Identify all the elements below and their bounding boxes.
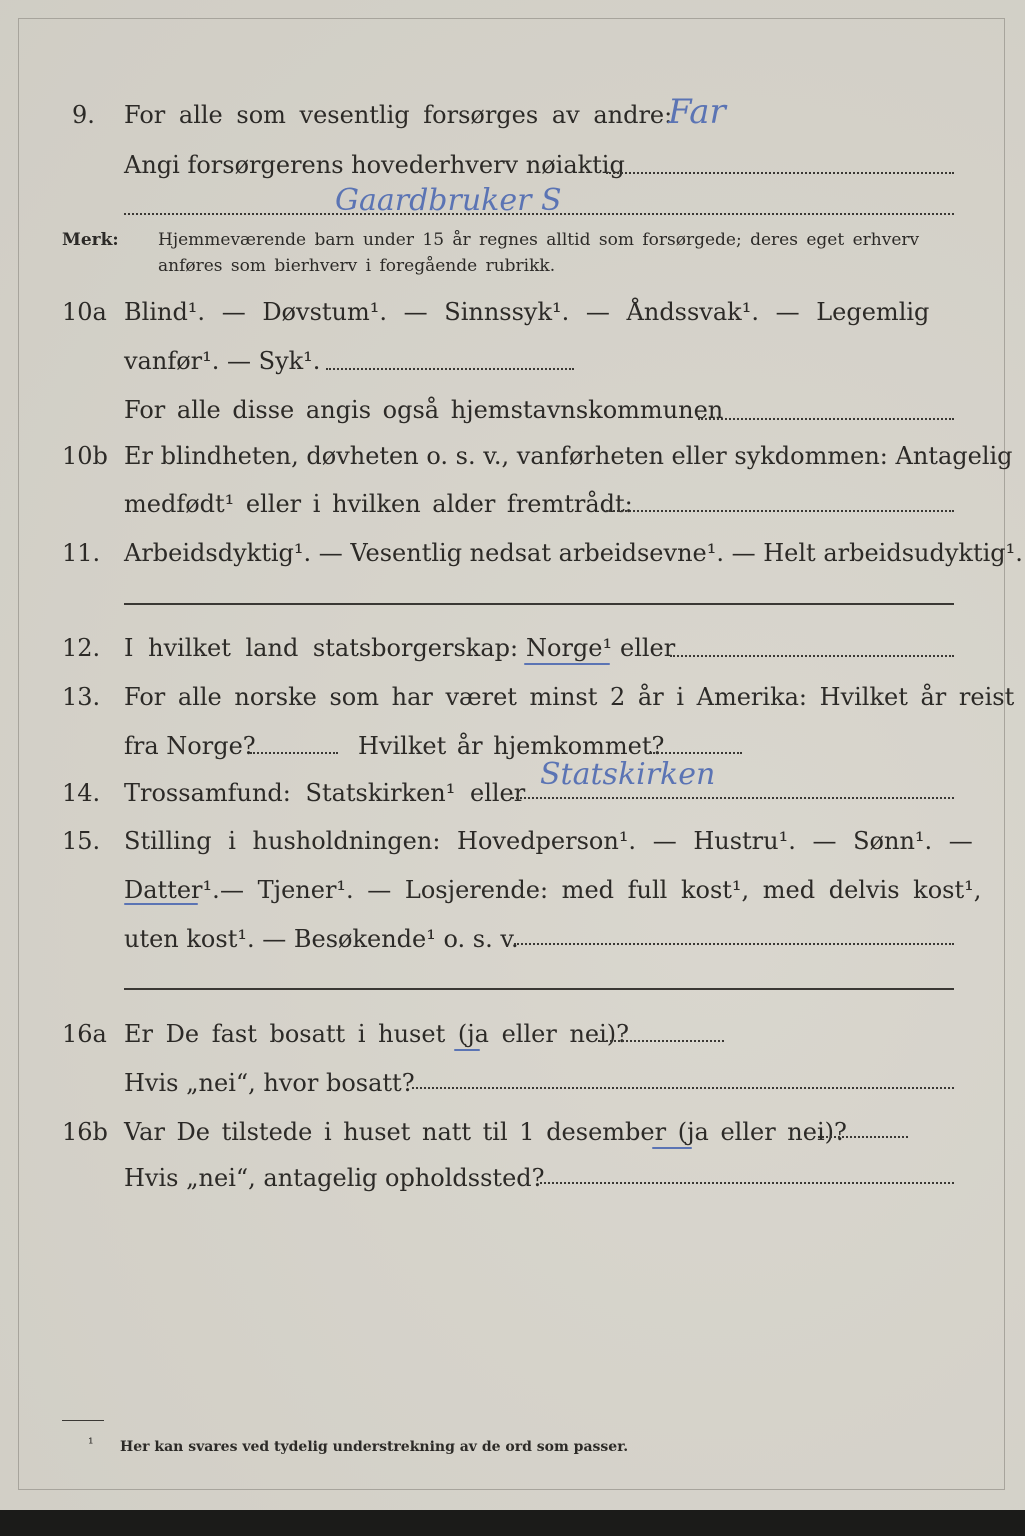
q16b-line2: Hvis „nei“, antagelig opholdssted? [124,1164,545,1192]
q9-line2: Angi forsørgerens hovederhverv nøiaktig [124,151,625,179]
q15-line2: — Tjener¹. — Losjerende: med full kost¹, med delvis kost¹, [220,876,982,904]
q15-number: 15. [62,827,101,855]
q10b-number: 10b [62,442,108,470]
q16b-fill-line-2 [540,1182,954,1184]
q10b-line2: medfødt¹ eller i hvilken alder fremtrådt: [124,490,633,518]
q16b-fill-line [818,1136,908,1138]
q12-option-norge: Norge¹ [526,634,613,662]
q9-fill-line-2 [124,213,954,215]
q9-handwritten-answer: Far [668,92,726,132]
q14-text: Trossamfund: Statskirken¹ eller [124,779,526,807]
q12-number: 12. [62,634,101,662]
q15-option-datter: Datter¹. [124,876,220,904]
q16a-number: 16a [62,1020,107,1048]
q15-line3: uten kost¹. — Besøkende¹ o. s. v. [124,925,519,953]
q11-line1: Arbeidsdyktig¹. — Vesentlig nedsat arbeidsevne¹. — Helt arbeidsudyktig¹. [124,539,1023,567]
scan-edge [0,1510,1025,1536]
q15-handwritten-underline [124,903,198,905]
q9-fill-line [606,172,954,174]
q13-number: 13. [62,683,101,711]
q11-number: 11. [62,539,101,567]
q12-text: I hvilket land statsborgerskap: [124,634,519,662]
q16a-line1: Er De fast bosatt i huset (ja eller nei)? [124,1020,630,1048]
q10b-line1: Er blindheten, døvheten o. s. v., vanførheten eller sykdommen: Antagelig [124,442,1013,470]
q11-rule [124,603,954,605]
q16b-line1: Var De tilstede i huset natt til 1 desember (ja eller nei)? [124,1118,847,1146]
q10a-line1: Blind¹. — Døvstum¹. — Sinnssyk¹. — Åndssvak¹. — Legemlig [124,298,930,326]
q10a-line2: vanfør¹. — Syk¹. [124,347,321,375]
merk-line2: anføres som bierhverv i foregående rubrikk. [158,256,556,276]
q15-line1: Stilling i husholdningen: Hovedperson¹. — Hustru¹. — Sønn¹. — [124,827,973,855]
q14-number: 14. [62,779,101,807]
merk-line1: Hjemmeværende barn under 15 år regnes alltid som forsørgede; deres eget erhverv [158,230,920,250]
q14-fill-line [512,797,954,799]
footnote-mark: ¹ [88,1436,94,1452]
merk-label: Merk: [62,230,119,250]
footnote-text: Her kan svares ved tydelig understrekning av de ord som passer. [120,1439,629,1455]
q10a-fill-line-2 [698,418,954,420]
q12-option-eller: eller [620,634,676,662]
q9-number: 9. [72,101,95,129]
q16a-fill-line [598,1040,724,1042]
q15-fill-line [514,943,954,945]
q16a-handwritten-underline [454,1049,480,1051]
q13-fill-line-hjem [650,752,742,754]
q13-fill-line-reist [250,752,338,754]
q14-handwritten-answer: Statskirken [540,757,716,792]
q10a-line3: For alle disse angis også hjemstavnskommunen [124,396,724,424]
q9-line1: For alle som vesentlig forsørges av andre: [124,101,673,129]
q13-line1: For alle norske som har været minst 2 år i Amerika: Hvilket år reist [124,683,1015,711]
q16b-handwritten-underline [652,1147,692,1149]
q16a-line2: Hvis „nei“, hvor bosatt? [124,1069,415,1097]
q12-fill-line [670,655,954,657]
q16b-number: 16b [62,1118,108,1146]
q13-line2a: fra Norge? [124,732,256,760]
q12-handwritten-underline [524,663,610,665]
q13-line2b: Hvilket år hjemkommet? [358,732,665,760]
q9-handwritten-occupation: Gaardbruker S [335,183,562,218]
footnote-rule [62,1420,104,1421]
q15-rule [124,988,954,990]
q10a-number: 10a [62,298,107,326]
q10a-fill-line [326,368,574,370]
q10b-fill-line [606,510,954,512]
q16a-fill-line-2 [412,1087,954,1089]
